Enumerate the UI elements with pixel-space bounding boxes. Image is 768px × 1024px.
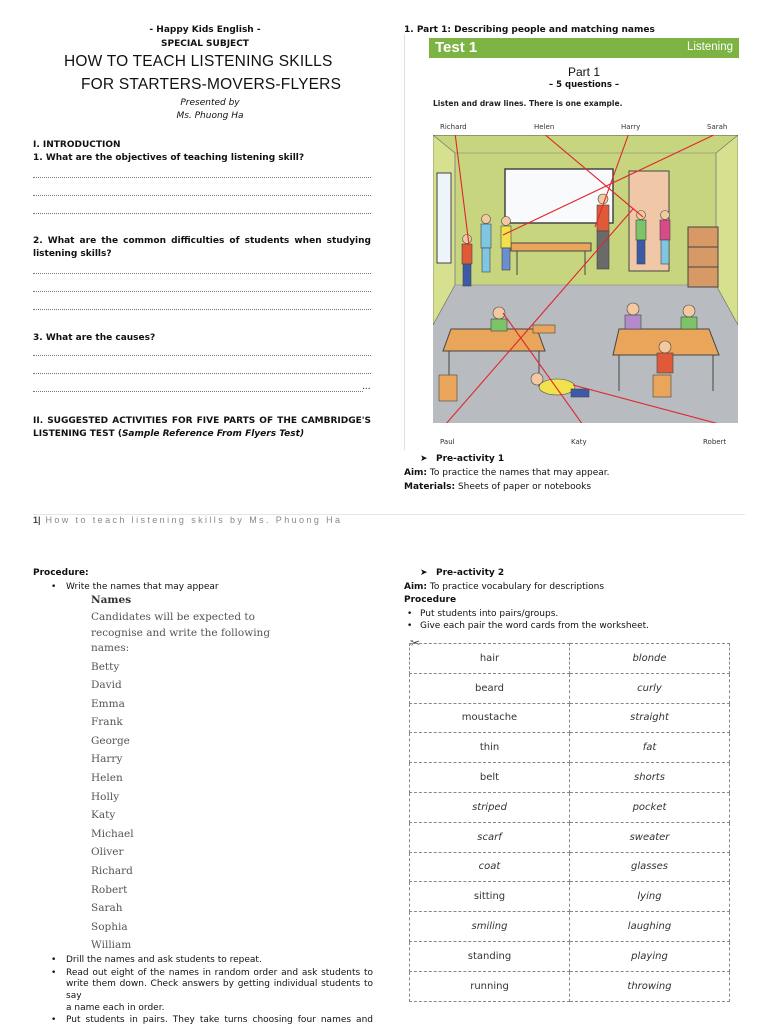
test-bar — [429, 38, 739, 58]
word-card-row — [410, 733, 730, 763]
intro-heading: I. INTRODUCTION — [33, 140, 121, 150]
names-intro: Candidates will be expected to recognise and write the following names: — [91, 611, 271, 654]
section-2-italic: Sample Reference From Flyers Test) — [121, 429, 305, 439]
word-card-row — [410, 763, 730, 793]
answer-line — [33, 355, 371, 356]
word-card: laughing — [570, 912, 730, 942]
word-card: curly — [570, 673, 730, 703]
answer-line — [33, 309, 371, 310]
procedure-heading: Procedure: — [33, 568, 89, 578]
name-item: Sophia — [91, 920, 128, 933]
word-card: fat — [570, 733, 730, 763]
procedure-list-bottom — [47, 955, 373, 1024]
name-item: George — [91, 734, 130, 747]
name-item: David — [91, 679, 122, 692]
procedure-2-list — [403, 609, 743, 632]
pre-activity-2: ➤ Pre-activity 2 — [420, 568, 505, 578]
word-card: playing — [570, 941, 730, 971]
page-title-line1: HOW TO TEACH LISTENING SKILLS — [64, 53, 333, 70]
word-card: moustache — [410, 703, 570, 733]
section-2-bold: LISTENING TEST ( — [33, 429, 122, 439]
word-card: glasses — [570, 852, 730, 882]
word-card-row — [410, 644, 730, 674]
word-card: throwing — [570, 971, 730, 1001]
procedure-step: • Put students in pairs. They take turns choosing four names and — [47, 1015, 373, 1024]
answer-line — [33, 373, 371, 374]
word-card-row — [410, 941, 730, 971]
part-questions: – 5 questions – — [548, 80, 620, 90]
question-2-line1: 2. What are the common difficulties of students when studying — [33, 236, 371, 246]
word-card-row — [410, 852, 730, 882]
ellipsis: ... — [362, 382, 371, 392]
word-card-row — [410, 792, 730, 822]
word-card: running — [410, 971, 570, 1001]
page-title-line2: FOR STARTERS-MOVERS-FLYERS — [81, 76, 342, 93]
word-card: sitting — [410, 882, 570, 912]
word-card: belt — [410, 763, 570, 793]
presented-by: Presented by — [180, 98, 240, 108]
word-card: smiling — [410, 912, 570, 942]
section-2-heading-line2 — [33, 429, 304, 441]
pre-activity-1: ➤ Pre-activity 1 — [420, 454, 505, 464]
procedure-step: • Read out eight of the names in random order and ask students to write them down. Check answers by getting individual students to say a name each in order. — [47, 968, 373, 1015]
test-label: Test 1 — [435, 39, 478, 56]
page-footer: 1| How to teach listening skills by Ms. Phuong Ha — [33, 515, 343, 525]
answer-line — [33, 195, 371, 196]
name-item: Sarah — [91, 902, 123, 915]
word-card-row — [410, 882, 730, 912]
names-heading: Names — [91, 594, 132, 606]
materials-1: Materials: Sheets of paper or notebooks — [404, 482, 592, 492]
word-card: straight — [570, 703, 730, 733]
word-card: sweater — [570, 822, 730, 852]
answer-line — [33, 213, 371, 214]
procedure-2-heading: Procedure — [404, 595, 457, 605]
name-item: William — [91, 939, 132, 952]
name-item: Michael — [91, 827, 134, 840]
name-item: Katy — [91, 809, 116, 822]
word-card: thin — [410, 733, 570, 763]
word-card: lying — [570, 882, 730, 912]
name-label-top: Richard — [440, 123, 467, 131]
name-item: Robert — [91, 883, 128, 896]
word-card: scarf — [410, 822, 570, 852]
test-section: Listening — [686, 41, 733, 53]
instruction: Listen and draw lines. There is one example. — [433, 99, 623, 108]
procedure-2-step: • Give each pair the word cards from the worksheet. — [403, 621, 743, 633]
word-card: blonde — [570, 644, 730, 674]
part-title: Part 1 — [567, 65, 600, 79]
word-card-row — [410, 912, 730, 942]
word-cards-table — [409, 643, 730, 1002]
word-card: coat — [410, 852, 570, 882]
scissors-icon: ✂ — [410, 636, 421, 650]
word-card-row — [410, 822, 730, 852]
name-item: Holly — [91, 790, 120, 803]
name-item: Oliver — [91, 846, 124, 859]
brand-line: - Happy Kids English - — [149, 25, 261, 35]
name-label-bottom: Katy — [571, 438, 587, 446]
presenter-name: Ms. Phuong Ha — [176, 111, 244, 121]
answer-line — [33, 391, 363, 392]
answer-line — [33, 177, 371, 178]
names-list — [91, 658, 291, 956]
name-label-top: Harry — [621, 123, 641, 131]
names-box — [91, 594, 291, 955]
question-2-line2: listening skills? — [33, 249, 112, 259]
word-card-row — [410, 971, 730, 1001]
name-item: Emma — [91, 697, 125, 710]
word-card-row — [410, 673, 730, 703]
question-1: 1. What are the objectives of teaching listening skill? — [33, 153, 305, 163]
name-label-bottom: Robert — [703, 438, 727, 446]
part1-heading: 1. Part 1: Describing people and matching names — [404, 25, 655, 35]
subject-line: SPECIAL SUBJECT — [161, 39, 249, 49]
arrow-right-icon: ➤ — [420, 568, 428, 578]
name-item: Betty — [91, 660, 120, 673]
aim-2: Aim: To practice vocabulary for descriptions — [404, 582, 605, 592]
name-item: Harry — [91, 753, 123, 766]
procedure-2-step: • Put students into pairs/groups. — [403, 609, 743, 621]
word-card: standing — [410, 941, 570, 971]
name-item: Frank — [91, 716, 123, 729]
word-card: shorts — [570, 763, 730, 793]
arrow-right-icon: ➤ — [420, 454, 428, 464]
procedure-step: • Write the names that may appear — [47, 582, 377, 594]
word-card: hair — [410, 644, 570, 674]
test-panel — [404, 34, 738, 450]
word-card: striped — [410, 792, 570, 822]
name-item: Richard — [91, 865, 133, 878]
answer-line — [33, 273, 371, 274]
question-3: 3. What are the causes? — [33, 333, 156, 343]
answer-line — [33, 291, 371, 292]
word-card: pocket — [570, 792, 730, 822]
section-2-heading-line1: II. SUGGESTED ACTIVITIES FOR FIVE PARTS OF THE CAMBRIDGE'S — [33, 416, 371, 426]
name-label-top: Sarah — [707, 123, 728, 131]
name-label-bottom: Paul — [440, 438, 455, 446]
name-label-top: Helen — [534, 123, 555, 131]
classroom-illustration — [433, 135, 738, 423]
aim-1: Aim: To practice the names that may appear. — [404, 468, 610, 478]
word-card-row — [410, 703, 730, 733]
procedure-list-top — [47, 582, 377, 594]
word-card: beard — [410, 673, 570, 703]
name-item: Helen — [91, 772, 123, 785]
procedure-step: • Drill the names and ask students to repeat. — [47, 955, 373, 967]
